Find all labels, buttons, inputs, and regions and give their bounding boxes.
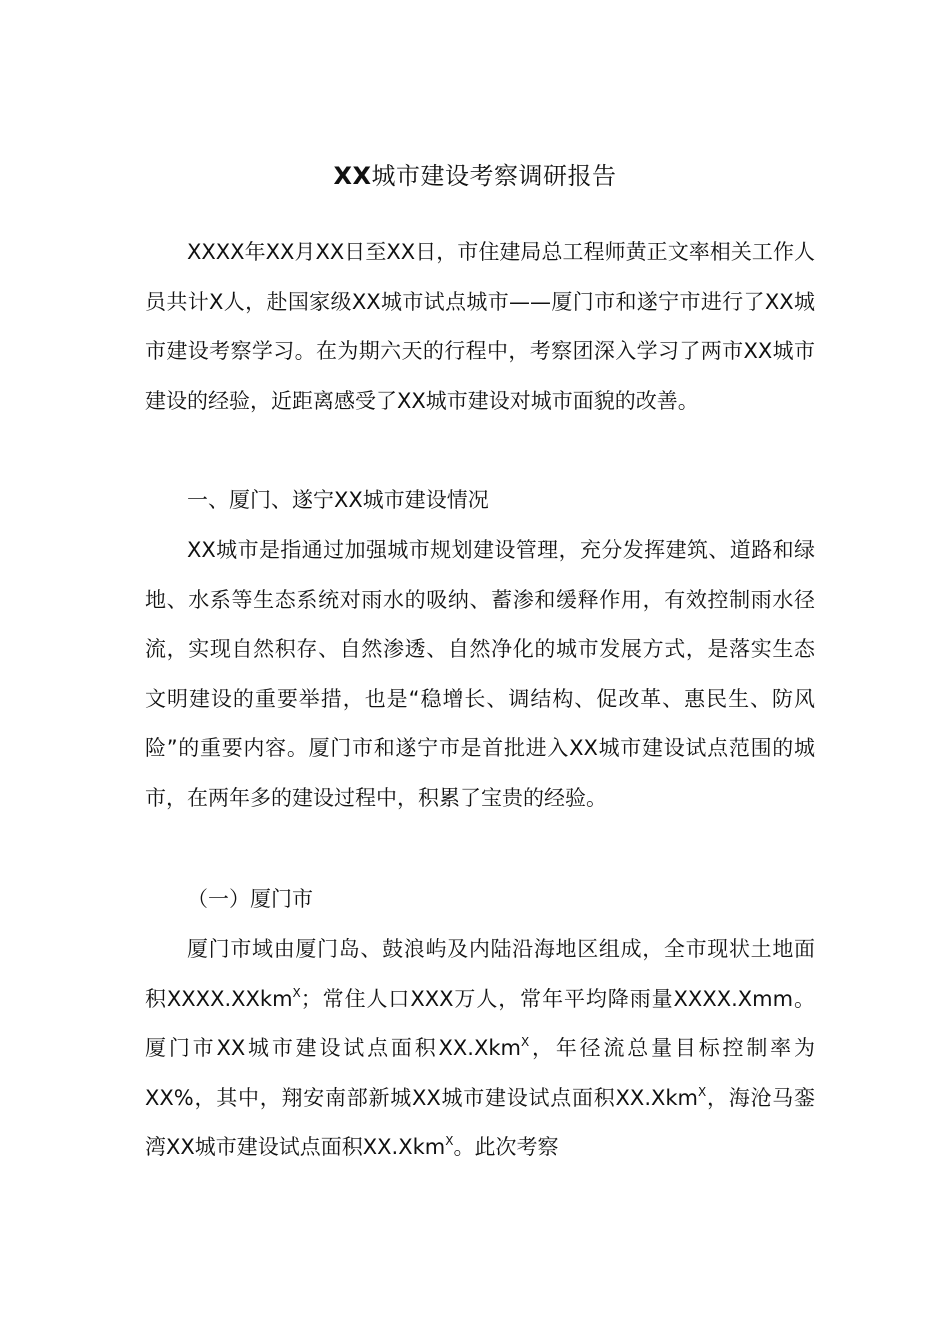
subsection-1-body	[145, 925, 815, 1173]
section-1-heading: 一、厦门、遂宁XX城市建设情况	[187, 488, 489, 512]
title-text: 城市建设考察调研报告	[371, 162, 617, 190]
title-prefix: XX	[333, 162, 372, 190]
text-run: 。此次考察	[453, 1135, 559, 1159]
document-title	[0, 158, 950, 194]
text-run: ，年径流总量目标控制率为XX%，其中，翔安南部新城XX城市建设试点面积XX.Xkm	[145, 1036, 815, 1110]
superscript: X	[445, 1134, 454, 1148]
section-1-body	[145, 526, 815, 823]
superscript: X	[698, 1084, 707, 1099]
text-run: ，海沧马銮湾XX城市建设试点面积XX.Xkm	[145, 1085, 815, 1159]
subsection-1-paragraph	[145, 925, 815, 1173]
superscript: X	[292, 985, 301, 1000]
intro-paragraph: XXXX年XX月XX日至XX日，市住建局总工程师黄正文率相关工作人员共计X人，赴国家级XX城市试点城市——厦门市和遂宁市进行了XX城市建设考察学习。在为期六天的行程中，考察团深入学习了两市XX城市建设的经验，近距离感受了XX城市建设对城市面貌的改善。	[145, 240, 815, 413]
text-run: 厦门市域由厦门岛、鼓浪屿及内陆沿海地区组成，全市现状土地面积XXXX.XXkm	[145, 937, 815, 1011]
text-run: ；常住人口XXX万人，常年平均降雨量XXXX.Xmm。厦门市XX城市建设试点面积XX.Xkm	[145, 986, 815, 1060]
subsection-heading-container	[145, 875, 815, 925]
section-1-paragraph: XX城市是指通过加强城市规划建设管理，充分发挥建筑、道路和绿地、水系等生态系统对雨水的吸纳、蓄渗和缓释作用，有效控制雨水径流，实现自然积存、自然渗透、自然净化的城市发展方式，是落实生态文明建设的重要举措，也是“稳增长、调结构、促改革、惠民生、防风险”的重要内容。厦门市和遂宁市是首批进入XX城市建设试点范围的城市，在两年多的建设过程中，积累了宝贵的经验。	[145, 538, 815, 810]
superscript: X	[521, 1035, 530, 1049]
intro-section	[145, 228, 815, 426]
subsection-1-heading: （一）厦门市	[187, 887, 313, 911]
section-heading-container	[145, 476, 815, 526]
